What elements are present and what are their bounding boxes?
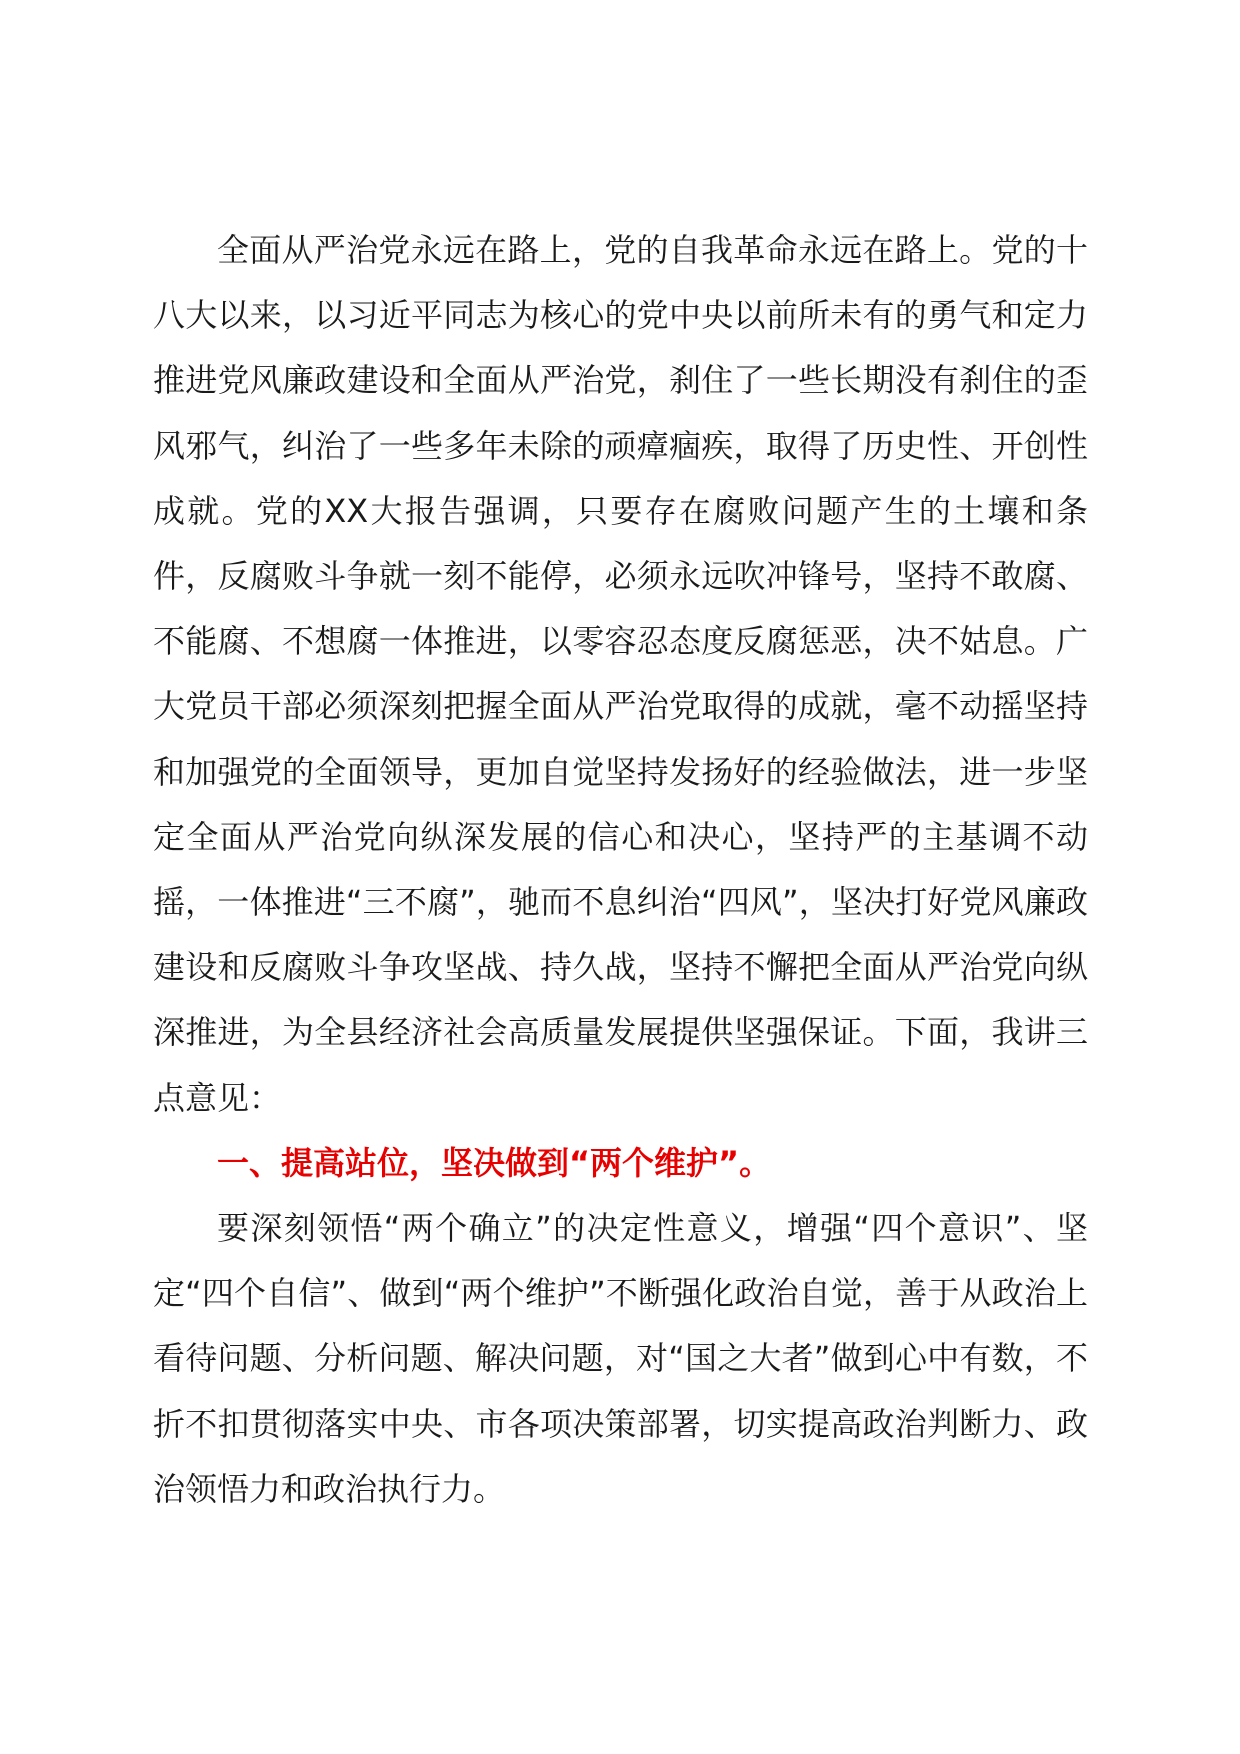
intro-paragraph: 全面从严治党永远在路上，党的自我革命永远在路上。党的十八大以来，以习近平同志为核心的党中央以前所未有的勇气和定力推进党风廉政建设和全面从严治党，刹住了一些长期没有刹住的歪风邪气，纠治了一些多年未除的顽瘴痼疾，取得了历史性、开创性成就。党的XX大报告强调，只要存在腐败问题产生的土壤和条件，反腐败斗争就一刻不能停，必须永远吹冲锋号，坚持不敢腐、不能腐、不想腐一体推进，以零容忍态度反腐惩恶，决不姑息。广大党员干部必须深刻把握全面从严治党取得的成就，毫不动摇坚持和加强党的全面领导，更加自觉坚持发扬好的经验做法，进一步坚定全面从严治党向纵深发展的信心和决心，坚持严的主基调不动摇，一体推进“三不腐”，驰而不息纠治“四风”，坚决打好党风廉政建设和反腐败斗争攻坚战、持久战，坚持不懈把全面从严治党向纵深推进，为全县经济社会高质量发展提供坚强保证。下面，我讲三点意见： [153, 231, 1088, 1117]
document-body [153, 218, 1088, 1522]
section-paragraph: 要深刻领悟“两个确立”的决定性意义，增强“四个意识”、坚定“四个自信”、做到“两个维护”不断强化政治自觉，善于从政治上看待问题、分析问题、解决问题，对“国之大者”做到心中有数，不折不扣贯彻落实中央、市各项决策部署，切实提高政治判断力、政治领悟力和政治执行力。 [153, 1209, 1088, 1508]
section-heading: 一、提高站位，坚决做到“两个维护”。 [217, 1143, 772, 1182]
